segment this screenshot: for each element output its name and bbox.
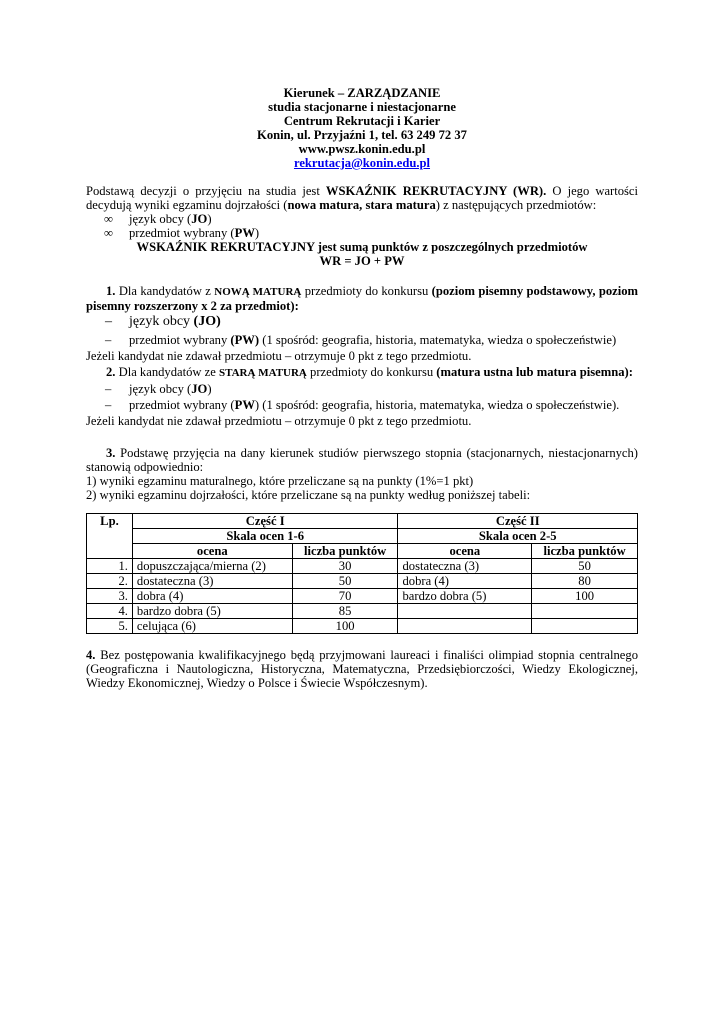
header-center: Centrum Rekrutacji i Karier xyxy=(283,114,441,128)
section2-item-pw: – przedmiot wybrany (PW) (1 spośród: geografia, historia, matematyka, wiedza o społeczeństwie). xyxy=(105,398,620,412)
scale1-header: Skala ocen 1-6 xyxy=(132,529,398,544)
formula-line: WR = JO + PW xyxy=(319,254,405,268)
section2-note: Jeżeli kandydat nie zdawał przedmiotu – otrzymuje 0 pkt z tego przedmiotu. xyxy=(86,414,472,428)
document-page xyxy=(86,86,638,690)
header-study-mode: studia stacjonarne i niestacjonarne xyxy=(268,100,456,114)
section3-item-1: 1) wyniki egzaminu maturalnego, które przeliczane są na punkty (1%=1 pkt) xyxy=(86,474,474,488)
table-row: 2. dostateczna (3) 50 dobra (4) 80 xyxy=(87,574,638,589)
section2-paragraph: 2. Dla kandydatów ze STARĄ MATURĄ przedmioty do konkursu (matura ustna lub matura pisemna): xyxy=(106,365,633,379)
intro-bullet-pw: ∞ przedmiot wybrany (PW) xyxy=(104,226,260,240)
dash-bullet-icon: – xyxy=(105,398,112,412)
points1-column-header: liczba punktów xyxy=(292,544,398,559)
document-header xyxy=(86,86,638,170)
table-row: 3. dobra (4) 70 bardzo dobra (5) 100 xyxy=(87,589,638,604)
header-program: Kierunek – ZARZĄDZANIE xyxy=(283,86,441,100)
summary-line: WSKAŹNIK REKRUTACYJNY jest sumą punktów z poszczególnych przedmiotów xyxy=(136,240,588,254)
section3-item-2: 2) wyniki egzaminu dojrzałości, które przeliczane są na punkty według poniższej tabeli: xyxy=(86,488,531,502)
part1-header: Część I xyxy=(132,514,398,529)
dash-bullet-icon: – xyxy=(105,382,112,396)
infinity-bullet-icon: ∞ xyxy=(104,212,113,226)
table-row: 4. bardzo dobra (5) 85 xyxy=(87,604,638,619)
infinity-bullet-icon: ∞ xyxy=(104,226,113,240)
header-address: Konin, ul. Przyjaźni 1, tel. 63 249 72 37 xyxy=(257,128,467,142)
table-row: 1. dopuszczająca/mierna (2) 30 dostateczna (3) 50 xyxy=(87,559,638,574)
email-link[interactable]: rekrutacja@konin.edu.pl xyxy=(293,156,431,170)
table-row: 5. celująca (6) 100 xyxy=(87,619,638,634)
points2-column-header: liczba punktów xyxy=(532,544,638,559)
intro-paragraph: Podstawą decyzji o przyjęciu na studia jest WSKAŹNIK REKRUTACYJNY (WR). O jego wartości decydują wyniki egzaminu dojrzałości (nowa matura, stara matura) z następujących przedmiotów: xyxy=(86,184,639,212)
lp-header: Lp. xyxy=(87,514,133,559)
scale2-header: Skala ocen 2-5 xyxy=(398,529,638,544)
section1-paragraph: 1. Dla kandydatów z NOWĄ MATURĄ przedmioty do konkursu (poziom pisemny podstawowy, poziom pisemny rozszerzony x 2 za przedmiot): xyxy=(86,284,639,313)
part2-header: Część II xyxy=(398,514,638,529)
section3-paragraph: 3. Podstawę przyjęcia na dany kierunek studiów pierwszego stopnia (stacjonarnych, niestacjonarnych) stanowią odpowiednio: xyxy=(86,446,638,474)
section1-item-jo: – język obcy (JO) xyxy=(105,314,221,329)
dash-bullet-icon: – xyxy=(105,314,112,329)
dash-bullet-icon: – xyxy=(105,333,112,347)
grade1-column-header: ocena xyxy=(132,544,292,559)
grades-table xyxy=(86,513,638,634)
grade2-column-header: ocena xyxy=(398,544,532,559)
section2-item-jo: – język obcy (JO) xyxy=(105,382,212,396)
section4-paragraph: 4. Bez postępowania kwalifikacyjnego będą przyjmowani laureaci i finaliści olimpiad stopnia centralnego (Geograficzna i Nautologiczna, Historyczna, Matematyczna, Przedsiębiorczości, Wiedzy Ekologicznej, Wiedzy Ekonomicznej, Wiedzy o Polsce i Świecie Współczesnym). xyxy=(86,648,638,690)
intro-bullet-jo: ∞ język obcy (JO) xyxy=(104,212,212,226)
section1-item-pw: – przedmiot wybrany (PW) (1 spośród: geografia, historia, matematyka, wiedza o społeczeństwie) xyxy=(105,333,617,347)
section1-note: Jeżeli kandydat nie zdawał przedmiotu – otrzymuje 0 pkt z tego przedmiotu. xyxy=(86,349,472,363)
header-website: www.pwsz.konin.edu.pl xyxy=(298,142,426,156)
